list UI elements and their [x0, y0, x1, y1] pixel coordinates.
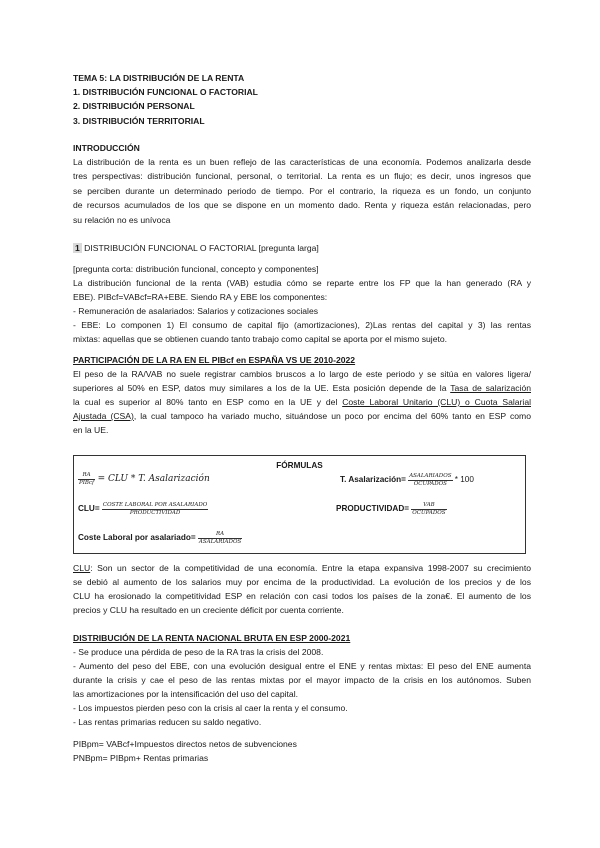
fraction-numerator: COSTE LABORAL POR ASALARIADO: [102, 502, 208, 508]
tasa-salarizacion-term: Tasa de salarización: [450, 383, 531, 393]
fraction-denominator: PRODUCTIVIDAD: [129, 509, 181, 516]
fraction: [78, 472, 95, 486]
section1-line-5: - EBE: Lo componen 1) El consumo de capital fijo (amortizaciones), 2)Las rentas del capital y 3) las rentas: [73, 320, 531, 330]
equation-pnbpm: PNBpm= PIBpm+ Rentas primarias: [73, 753, 209, 763]
fraction-numerator: ASALARIADOS: [409, 473, 452, 479]
formula-box: [73, 455, 526, 554]
rnb-heading: DISTRIBUCIÓN DE LA RENTA NACIONAL BRUTA EN ESP 2000-2021: [73, 633, 351, 643]
fraction: [408, 473, 452, 487]
participacion-line-3: [73, 397, 531, 408]
clu-term: Coste Laboral Unitario (CLU) o Cuota Salarial: [342, 397, 531, 407]
rnb-line-3: durante la crisis y cae el peso de las rentas mixtas por el mayor impacto de la crisis en los autónomos. Suben: [73, 675, 531, 685]
section1-line-3: EBE). PIBcf=VABcf=RA+EBE. Siendo RA y EBE los componentes:: [73, 292, 328, 302]
csa-term: Ajustada (CSA): [73, 411, 134, 421]
intro-line-5: su relación no es unívoca: [73, 215, 171, 225]
rnb-line-1: - Se produce una pérdida de peso de la RA tras la crisis del 2008.: [73, 647, 324, 657]
participacion-line-5: en la UE.: [73, 425, 109, 435]
formula-tail: * 100: [454, 475, 474, 485]
participacion-heading: PARTICIPACIÓN DE LA RA EN EL PIBcf en ESPAÑA VS UE 2010-2022: [73, 355, 356, 365]
fraction-denominator: ASALARIADOS: [198, 538, 242, 545]
fraction: [102, 502, 208, 516]
participacion-line-3-text: la cual es superior al 80% tanto en ESP como en la UE y del: [73, 397, 338, 407]
section1-title: DISTRIBUCIÓN FUNCIONAL O FACTORIAL [pregunta larga]: [84, 243, 319, 253]
participacion-line-2-text: superiores al 50% en ESP, datos muy similares a los de la UE. Esta posición depende de la: [73, 383, 447, 393]
rnb-line-4: las amortizaciones por la intensificación del uso del capital.: [73, 689, 298, 699]
fraction: [411, 502, 446, 516]
formula-label: T. Asalarización=: [340, 475, 406, 485]
equation-pibpm: PIBpm= VABcf+Impuestos directos netos de subvenciones: [73, 739, 297, 749]
clu-label: CLU: [73, 563, 91, 573]
section1-line-1: [pregunta corta: distribución funcional, concepto y componentes]: [73, 264, 319, 274]
toc-item-2: 2. DISTRIBUCIÓN PERSONAL: [73, 101, 195, 111]
rnb-line-2: - Aumento del peso del EBE, con una evolución desigual entre el ENE y rentas mixtas: El peso del ENE aumenta: [73, 661, 531, 671]
rnb-line-5: - Los impuestos pierden peso con la crisis al caer la renta y el consumo.: [73, 703, 348, 713]
fraction-numerator: VAB: [411, 502, 446, 510]
rnb-line-6: - Las rentas primarias reducen su saldo negativo.: [73, 717, 262, 727]
formula-label: PRODUCTIVIDAD=: [336, 504, 410, 514]
document-title: TEMA 5: LA DISTRIBUCIÓN DE LA RENTA: [73, 73, 245, 83]
participacion-line-4-text: , la cual tampoco ha variado mucho, situándose un poco por encima del 60% tanto en ESP como: [133, 411, 531, 421]
formula-label: Coste Laboral por asalariado=: [78, 533, 196, 543]
fraction-denominator: OCUPADOS: [412, 509, 446, 516]
fraction-denominator: PIBcf: [79, 479, 95, 486]
intro-line-2: tres perspectivas: distribución funcional, personal, o territorial. La renta es un flujo; es decir, unos ingresos que: [73, 171, 531, 181]
section1-line-2: La distribución funcional de la renta (VAB) estudia cómo se reparte entre los FP que la han generado (RA y: [73, 278, 531, 288]
intro-heading: INTRODUCCIÓN: [73, 143, 140, 153]
clu-line-1: [73, 563, 531, 574]
fraction-numerator: RA: [78, 472, 95, 480]
clu-line-1-text: : Son un sector de la competitividad de una economía. Entre la etapa expansiva 1998-2007 su crecimiento: [90, 563, 531, 573]
intro-line-3: se perciben durante un determinado periodo de tiempo. Por el contrario, la riqueza es un fondo, un conjunto: [73, 186, 531, 196]
clu-line-3: CLU ha erosionado la competitividad ESP en relación con casi todos los países de la zona€. El aumento de los: [73, 591, 531, 601]
participacion-line-4: [73, 411, 531, 422]
formula-tasa-asalarizacion: [340, 473, 474, 487]
fraction-numerator: RA: [198, 531, 242, 539]
clu-line-4: precios y CLU ha resultado en un creciente déficit por cuenta corriente.: [73, 605, 344, 615]
fraction: [198, 531, 242, 545]
fraction-denominator: OCUPADOS: [413, 480, 447, 487]
formula-ra-pibcf: [78, 472, 210, 486]
section1-line-6: mixtas: aquellas que se obtienen cuando tanto trabajo como capital se aporta por el mismo sujeto.: [73, 334, 448, 344]
clu-line-2: se debió al aumento de los salarios muy por encima de la productividad. La evolución de los precios y de los: [73, 577, 531, 587]
toc-item-3: 3. DISTRIBUCIÓN TERRITORIAL: [73, 116, 205, 126]
participacion-line-2: [73, 383, 531, 394]
section1-heading: [73, 243, 531, 254]
intro-line-4: de recursos acumulados de los que se dispone en un momento dado. Renta y riqueza están relacionadas, pero: [73, 200, 531, 210]
formula-title: FÓRMULAS: [276, 461, 323, 470]
section-number: 1: [75, 243, 80, 253]
toc-item-1: 1. DISTRIBUCIÓN FUNCIONAL O FACTORIAL: [73, 87, 258, 97]
participacion-line-1: El peso de la RA/VAB no suele registrar cambios bruscos a lo largo de este periodo y se sitúa en valores ligera/: [73, 369, 531, 379]
formula-productividad: [336, 502, 447, 516]
intro-line-1: La distribución de la renta es un buen reflejo de las características de una economía. Podemos analizarla desde: [73, 157, 531, 167]
section1-line-4: - Remuneración de asalariados: Salarios y cotizaciones sociales: [73, 306, 319, 316]
formula-clu: [78, 502, 208, 516]
formula-label: CLU=: [78, 504, 100, 514]
formula-rhs: = CLU * T. Asalarización: [97, 474, 210, 484]
formula-coste-laboral: [78, 531, 242, 545]
